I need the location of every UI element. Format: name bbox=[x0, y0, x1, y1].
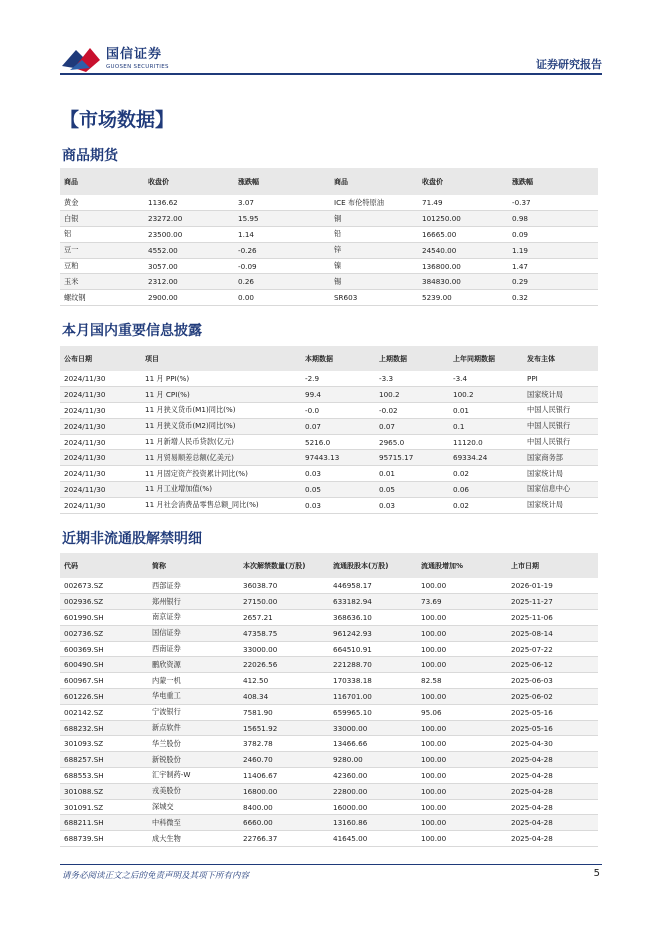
table-cell: 中国人民银行 bbox=[523, 418, 598, 434]
table-row bbox=[60, 290, 598, 306]
column-header: 商品 bbox=[60, 168, 144, 195]
table-cell: 13160.86 bbox=[329, 815, 417, 831]
table-cell: 2025-04-28 bbox=[507, 815, 598, 831]
table-row bbox=[60, 434, 598, 450]
table-cell: 中国人民银行 bbox=[523, 434, 598, 450]
table-cell: 688257.SH bbox=[60, 752, 148, 768]
table-row bbox=[60, 371, 598, 387]
table-cell: 白银 bbox=[60, 211, 144, 227]
table-cell: 0.03 bbox=[301, 497, 375, 513]
table-cell: 2025-04-28 bbox=[507, 831, 598, 847]
table-cell: 0.03 bbox=[375, 497, 449, 513]
table-cell: 23500.00 bbox=[144, 227, 234, 243]
table-cell: 100.00 bbox=[417, 657, 507, 673]
domestic-info-table bbox=[60, 346, 598, 514]
table-cell: 国信证券 bbox=[148, 625, 239, 641]
table-cell: -3.4 bbox=[449, 371, 523, 387]
table-cell: 内蒙一机 bbox=[148, 673, 239, 689]
table-cell: 2024/11/30 bbox=[60, 434, 141, 450]
table-cell: 23272.00 bbox=[144, 211, 234, 227]
table-cell: 2025-05-16 bbox=[507, 704, 598, 720]
column-header: 发布主体 bbox=[523, 346, 598, 371]
table-row bbox=[60, 610, 598, 626]
table-row bbox=[60, 689, 598, 705]
table-cell: 301091.SZ bbox=[60, 799, 148, 815]
table-cell: 82.58 bbox=[417, 673, 507, 689]
table-cell: 688553.SH bbox=[60, 768, 148, 784]
table-cell: 100.00 bbox=[417, 720, 507, 736]
table-row bbox=[60, 242, 598, 258]
table-cell: -0.09 bbox=[234, 258, 330, 274]
table-row bbox=[60, 258, 598, 274]
table-cell: 2024/11/30 bbox=[60, 497, 141, 513]
table-cell: 11 月工业增加值(%) bbox=[141, 482, 301, 498]
table-cell: 002673.SZ bbox=[60, 578, 148, 594]
table-cell: 4552.00 bbox=[144, 242, 234, 258]
table-header-row bbox=[60, 346, 598, 371]
table-cell: 0.32 bbox=[508, 290, 598, 306]
table-cell: 铝 bbox=[60, 227, 144, 243]
table-cell: 鹏欣资源 bbox=[148, 657, 239, 673]
column-header: 本次解禁数量(万股) bbox=[239, 553, 329, 578]
table-cell: 0.02 bbox=[449, 497, 523, 513]
column-header: 流通股股本(万股) bbox=[329, 553, 417, 578]
table-cell: 镍 bbox=[330, 258, 418, 274]
table-cell: 国家统计局 bbox=[523, 497, 598, 513]
table-cell: 新点软件 bbox=[148, 720, 239, 736]
table-cell: 郑州银行 bbox=[148, 594, 239, 610]
table-cell: 2024/11/30 bbox=[60, 482, 141, 498]
table-cell: PPI bbox=[523, 371, 598, 387]
table-cell: 6660.00 bbox=[239, 815, 329, 831]
table-cell: 国家统计局 bbox=[523, 466, 598, 482]
table-cell: 95715.17 bbox=[375, 450, 449, 466]
column-header: 收盘价 bbox=[144, 168, 234, 195]
table-cell: 11 月狭义货币(M2)同比(%) bbox=[141, 418, 301, 434]
table-cell: 3057.00 bbox=[144, 258, 234, 274]
table-row bbox=[60, 831, 598, 847]
unlock-section-title: 近期非流通股解禁明细 bbox=[62, 531, 202, 547]
table-cell: 1136.62 bbox=[144, 195, 234, 211]
table-cell: 116701.00 bbox=[329, 689, 417, 705]
table-cell: 南京证券 bbox=[148, 610, 239, 626]
table-cell: 0.09 bbox=[508, 227, 598, 243]
table-cell: 659965.10 bbox=[329, 704, 417, 720]
table-cell: 688739.SH bbox=[60, 831, 148, 847]
table-cell: 国家统计局 bbox=[523, 387, 598, 403]
table-cell: -0.37 bbox=[508, 195, 598, 211]
table-cell: 961242.93 bbox=[329, 625, 417, 641]
table-cell: 2024/11/30 bbox=[60, 371, 141, 387]
table-cell: 97443.13 bbox=[301, 450, 375, 466]
table-cell: 368636.10 bbox=[329, 610, 417, 626]
table-cell: 5239.00 bbox=[418, 290, 508, 306]
table-cell: 100.2 bbox=[375, 387, 449, 403]
table-cell: -0.02 bbox=[375, 403, 449, 419]
table-cell: 11 月狭义货币(M1)同比(%) bbox=[141, 403, 301, 419]
table-cell: 西部证券 bbox=[148, 578, 239, 594]
table-cell: 170338.18 bbox=[329, 673, 417, 689]
table-cell: 锌 bbox=[330, 242, 418, 258]
table-cell: 2025-06-12 bbox=[507, 657, 598, 673]
column-header: 收盘价 bbox=[418, 168, 508, 195]
table-cell: 2025-04-28 bbox=[507, 768, 598, 784]
table-cell: 中国人民银行 bbox=[523, 403, 598, 419]
report-type-label: 证券研究报告 bbox=[536, 58, 602, 71]
table-cell: 42360.00 bbox=[329, 768, 417, 784]
table-cell: 100.00 bbox=[417, 641, 507, 657]
table-cell: 11 月贸易顺差总额(亿美元) bbox=[141, 450, 301, 466]
table-cell: -0.26 bbox=[234, 242, 330, 258]
table-cell: 002936.SZ bbox=[60, 594, 148, 610]
table-cell: 301093.SZ bbox=[60, 736, 148, 752]
table-cell: 国家信息中心 bbox=[523, 482, 598, 498]
column-header: 涨跌幅 bbox=[234, 168, 330, 195]
table-cell: 2025-06-02 bbox=[507, 689, 598, 705]
table-row bbox=[60, 227, 598, 243]
table-cell: 豆粕 bbox=[60, 258, 144, 274]
table-cell: 100.00 bbox=[417, 815, 507, 831]
table-cell: ICE 布伦特原油 bbox=[330, 195, 418, 211]
table-cell: 99.4 bbox=[301, 387, 375, 403]
table-row bbox=[60, 704, 598, 720]
column-header: 项目 bbox=[141, 346, 301, 371]
table-cell: 100.00 bbox=[417, 625, 507, 641]
table-cell: 11 月固定资产投资累计同比(%) bbox=[141, 466, 301, 482]
column-header: 涨跌幅 bbox=[508, 168, 598, 195]
table-cell: 2025-07-22 bbox=[507, 641, 598, 657]
table-cell: 深城交 bbox=[148, 799, 239, 815]
table-cell: 408.34 bbox=[239, 689, 329, 705]
table-header-row bbox=[60, 168, 598, 195]
table-cell: 100.00 bbox=[417, 736, 507, 752]
table-row bbox=[60, 195, 598, 211]
table-row bbox=[60, 657, 598, 673]
table-cell: 华电重工 bbox=[148, 689, 239, 705]
domestic-section-title: 本月国内重要信息披露 bbox=[62, 323, 202, 339]
table-cell: 100.00 bbox=[417, 578, 507, 594]
table-cell: 2965.0 bbox=[375, 434, 449, 450]
table-cell: 黄金 bbox=[60, 195, 144, 211]
table-cell: 0.06 bbox=[449, 482, 523, 498]
table-row bbox=[60, 274, 598, 290]
table-cell: 11 月 PPI(%) bbox=[141, 371, 301, 387]
table-cell: 7581.90 bbox=[239, 704, 329, 720]
table-row bbox=[60, 418, 598, 434]
table-cell: 汇宇制药-W bbox=[148, 768, 239, 784]
table-cell: 2024/11/30 bbox=[60, 450, 141, 466]
column-header: 本期数据 bbox=[301, 346, 375, 371]
table-cell: 2025-04-28 bbox=[507, 799, 598, 815]
table-cell: -3.3 bbox=[375, 371, 449, 387]
footer-divider bbox=[60, 864, 602, 865]
disclaimer-note: 请务必阅读正文之后的免责声明及其项下所有内容 bbox=[62, 871, 250, 881]
table-cell: 15.95 bbox=[234, 211, 330, 227]
column-header: 上市日期 bbox=[507, 553, 598, 578]
table-cell: 2460.70 bbox=[239, 752, 329, 768]
table-cell: 0.07 bbox=[301, 418, 375, 434]
table-cell: 0.1 bbox=[449, 418, 523, 434]
page-number: 5 bbox=[593, 868, 600, 879]
table-cell: 16665.00 bbox=[418, 227, 508, 243]
page-title: 【市场数据】 bbox=[60, 109, 175, 131]
table-cell: 2024/11/30 bbox=[60, 387, 141, 403]
table-cell: 铜 bbox=[330, 211, 418, 227]
table-row bbox=[60, 673, 598, 689]
table-cell: 22026.56 bbox=[239, 657, 329, 673]
table-cell: 11406.67 bbox=[239, 768, 329, 784]
table-row bbox=[60, 403, 598, 419]
table-cell: 100.00 bbox=[417, 768, 507, 784]
table-cell: 2025-11-27 bbox=[507, 594, 598, 610]
column-header: 简称 bbox=[148, 553, 239, 578]
table-cell: SR603 bbox=[330, 290, 418, 306]
table-cell: 136800.00 bbox=[418, 258, 508, 274]
column-header: 上年同期数据 bbox=[449, 346, 523, 371]
table-cell: -2.9 bbox=[301, 371, 375, 387]
table-row bbox=[60, 578, 598, 594]
table-cell: 2025-04-30 bbox=[507, 736, 598, 752]
table-cell: 0.01 bbox=[449, 403, 523, 419]
table-cell: 664510.91 bbox=[329, 641, 417, 657]
table-row bbox=[60, 625, 598, 641]
table-cell: 002736.SZ bbox=[60, 625, 148, 641]
table-cell: 2025-11-06 bbox=[507, 610, 598, 626]
guosen-logo-icon bbox=[60, 44, 102, 74]
table-cell: 2024/11/30 bbox=[60, 466, 141, 482]
table-cell: 华兰股份 bbox=[148, 736, 239, 752]
table-row bbox=[60, 752, 598, 768]
table-cell: 33000.00 bbox=[239, 641, 329, 657]
table-row bbox=[60, 211, 598, 227]
table-cell: 15651.92 bbox=[239, 720, 329, 736]
table-cell: 11 月 CPI(%) bbox=[141, 387, 301, 403]
table-cell: 633182.94 bbox=[329, 594, 417, 610]
table-cell: 16000.00 bbox=[329, 799, 417, 815]
table-cell: 3.07 bbox=[234, 195, 330, 211]
table-cell: 22766.37 bbox=[239, 831, 329, 847]
table-row bbox=[60, 497, 598, 513]
header-divider bbox=[60, 73, 602, 75]
table-cell: 71.49 bbox=[418, 195, 508, 211]
column-header: 商品 bbox=[330, 168, 418, 195]
table-cell: 1.47 bbox=[508, 258, 598, 274]
table-cell: 2026-01-19 bbox=[507, 578, 598, 594]
commodities-section-title: 商品期货 bbox=[62, 148, 118, 164]
table-cell: 100.00 bbox=[417, 752, 507, 768]
table-cell: 002142.SZ bbox=[60, 704, 148, 720]
table-cell: 0.29 bbox=[508, 274, 598, 290]
table-cell: 西南证券 bbox=[148, 641, 239, 657]
table-cell: 47358.75 bbox=[239, 625, 329, 641]
table-cell: 100.00 bbox=[417, 831, 507, 847]
table-cell: 国家商务部 bbox=[523, 450, 598, 466]
column-header: 代码 bbox=[60, 553, 148, 578]
table-row bbox=[60, 594, 598, 610]
table-cell: 锡 bbox=[330, 274, 418, 290]
table-cell: 100.00 bbox=[417, 610, 507, 626]
table-row bbox=[60, 387, 598, 403]
table-cell: 69334.24 bbox=[449, 450, 523, 466]
commodities-table bbox=[60, 168, 598, 306]
table-cell: 铅 bbox=[330, 227, 418, 243]
table-row bbox=[60, 736, 598, 752]
table-row bbox=[60, 799, 598, 815]
table-cell: 22800.00 bbox=[329, 783, 417, 799]
table-cell: 玉米 bbox=[60, 274, 144, 290]
table-cell: -0.0 bbox=[301, 403, 375, 419]
table-cell: 2025-04-28 bbox=[507, 752, 598, 768]
table-header-row bbox=[60, 553, 598, 578]
column-header: 流通股增加% bbox=[417, 553, 507, 578]
table-row bbox=[60, 450, 598, 466]
table-cell: 601226.SH bbox=[60, 689, 148, 705]
table-cell: 戎美股份 bbox=[148, 783, 239, 799]
table-cell: 73.69 bbox=[417, 594, 507, 610]
table-cell: 0.07 bbox=[375, 418, 449, 434]
table-cell: 600490.SH bbox=[60, 657, 148, 673]
table-cell: 2025-04-28 bbox=[507, 783, 598, 799]
table-cell: 412.50 bbox=[239, 673, 329, 689]
table-cell: 8400.00 bbox=[239, 799, 329, 815]
table-cell: 2024/11/30 bbox=[60, 418, 141, 434]
unlock-table bbox=[60, 553, 598, 847]
table-row bbox=[60, 815, 598, 831]
table-cell: 2025-05-16 bbox=[507, 720, 598, 736]
table-cell: 新锐股份 bbox=[148, 752, 239, 768]
table-cell: 2657.21 bbox=[239, 610, 329, 626]
table-row bbox=[60, 768, 598, 784]
table-cell: 0.03 bbox=[301, 466, 375, 482]
table-cell: 601990.SH bbox=[60, 610, 148, 626]
table-row bbox=[60, 783, 598, 799]
table-cell: 688211.SH bbox=[60, 815, 148, 831]
table-cell: 成大生物 bbox=[148, 831, 239, 847]
table-cell: 600369.SH bbox=[60, 641, 148, 657]
table-cell: 3782.78 bbox=[239, 736, 329, 752]
table-row bbox=[60, 482, 598, 498]
logo-english-name: GUOSEN SECURITIES bbox=[106, 64, 169, 70]
column-header: 上期数据 bbox=[375, 346, 449, 371]
table-cell: 0.01 bbox=[375, 466, 449, 482]
table-cell: 9280.00 bbox=[329, 752, 417, 768]
table-cell: 688232.SH bbox=[60, 720, 148, 736]
logo-chinese-name: 国信证券 bbox=[106, 47, 163, 62]
table-cell: 11 月社会消费品零售总额_同比(%) bbox=[141, 497, 301, 513]
table-cell: 600967.SH bbox=[60, 673, 148, 689]
table-cell: 2312.00 bbox=[144, 274, 234, 290]
table-cell: 2900.00 bbox=[144, 290, 234, 306]
table-cell: 41645.00 bbox=[329, 831, 417, 847]
table-cell: 0.00 bbox=[234, 290, 330, 306]
table-cell: 2025-08-14 bbox=[507, 625, 598, 641]
table-cell: 1.14 bbox=[234, 227, 330, 243]
table-cell: 16800.00 bbox=[239, 783, 329, 799]
table-cell: 100.00 bbox=[417, 799, 507, 815]
table-cell: 0.98 bbox=[508, 211, 598, 227]
table-cell: 宁波银行 bbox=[148, 704, 239, 720]
table-cell: 100.2 bbox=[449, 387, 523, 403]
column-header: 公布日期 bbox=[60, 346, 141, 371]
table-cell: 2024/11/30 bbox=[60, 403, 141, 419]
table-cell: 0.05 bbox=[375, 482, 449, 498]
table-cell: 豆一 bbox=[60, 242, 144, 258]
table-cell: 2025-06-03 bbox=[507, 673, 598, 689]
table-row bbox=[60, 720, 598, 736]
table-cell: 11120.0 bbox=[449, 434, 523, 450]
table-row bbox=[60, 466, 598, 482]
table-cell: 11 月新增人民币贷款(亿元) bbox=[141, 434, 301, 450]
table-cell: 5216.0 bbox=[301, 434, 375, 450]
table-cell: 301088.SZ bbox=[60, 783, 148, 799]
table-cell: 95.06 bbox=[417, 704, 507, 720]
table-cell: 24540.00 bbox=[418, 242, 508, 258]
table-cell: 36038.70 bbox=[239, 578, 329, 594]
table-cell: 螺纹钢 bbox=[60, 290, 144, 306]
table-cell: 221288.70 bbox=[329, 657, 417, 673]
table-row bbox=[60, 641, 598, 657]
table-cell: 0.02 bbox=[449, 466, 523, 482]
table-cell: 0.26 bbox=[234, 274, 330, 290]
table-cell: 中科微至 bbox=[148, 815, 239, 831]
table-cell: 100.00 bbox=[417, 689, 507, 705]
table-cell: 1.19 bbox=[508, 242, 598, 258]
table-cell: 100.00 bbox=[417, 783, 507, 799]
table-cell: 101250.00 bbox=[418, 211, 508, 227]
table-cell: 446958.17 bbox=[329, 578, 417, 594]
table-cell: 13466.66 bbox=[329, 736, 417, 752]
table-cell: 384830.00 bbox=[418, 274, 508, 290]
table-cell: 27150.00 bbox=[239, 594, 329, 610]
table-cell: 0.05 bbox=[301, 482, 375, 498]
table-cell: 33000.00 bbox=[329, 720, 417, 736]
